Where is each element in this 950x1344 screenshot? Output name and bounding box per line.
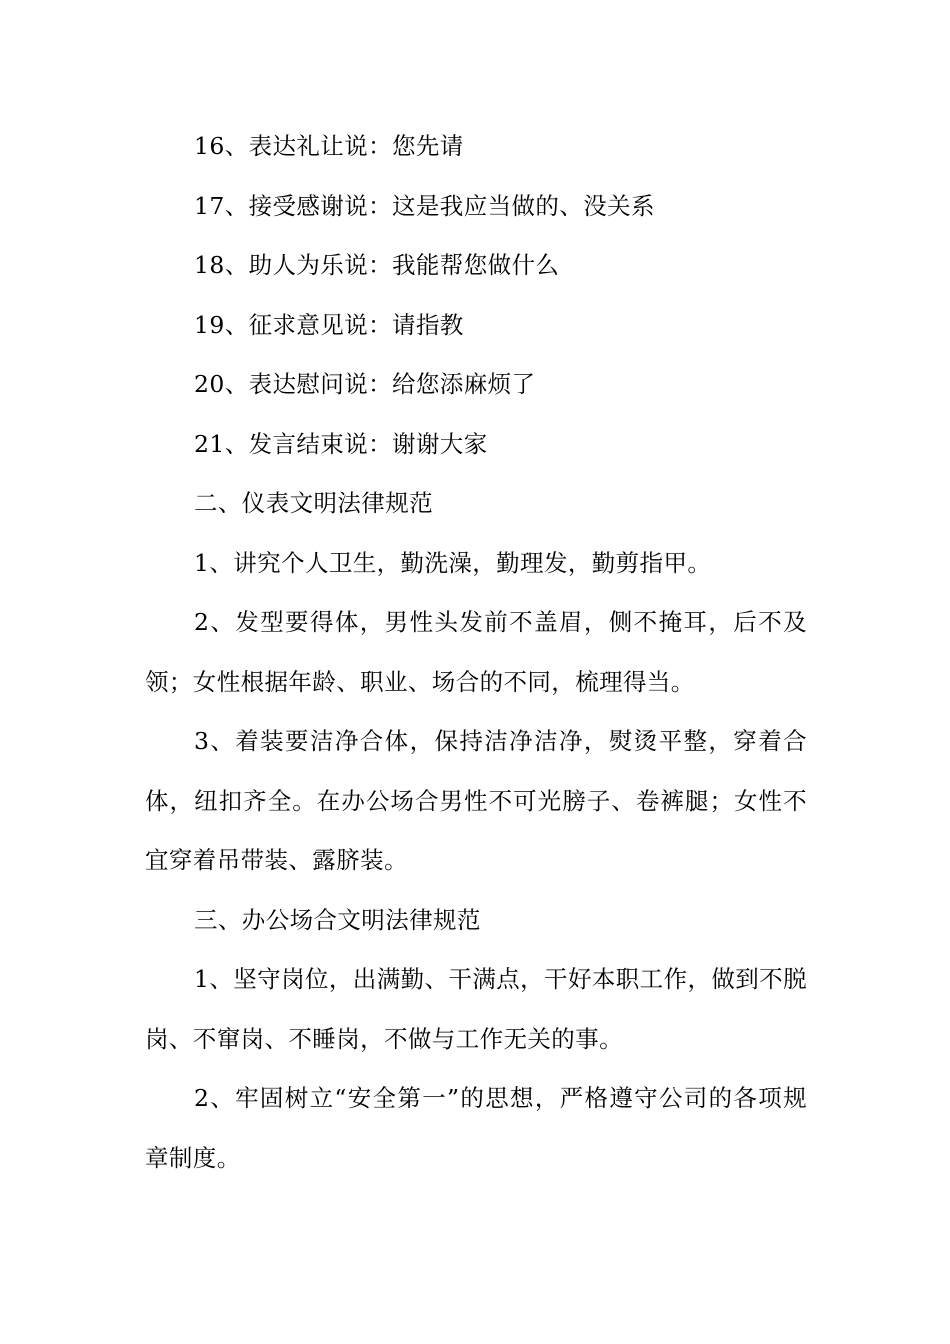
section-2-item-1: 1、讲究个人卫生，勤洗澡，勤理发，勤剪指甲。 bbox=[194, 548, 712, 577]
list-item-18: 18、助人为乐说：我能帮您做什么 bbox=[194, 251, 560, 279]
section-2-item-3: 3、着装要洁净合体，保持洁净洁净，熨烫平整，穿着合体，纽扣齐全。在办公场合男性不可光膀子、卷裤腿；女性不宜穿着吊带装、露脐装。 bbox=[145, 727, 807, 874]
list-item-16: 16、表达礼让说：您先请 bbox=[194, 132, 464, 160]
list-item-20: 20、表达慰问说：给您添麻烦了 bbox=[194, 370, 536, 398]
list-item-17: 17、接受感谢说：这是我应当做的、没关系 bbox=[194, 191, 655, 220]
section-heading-2: 二、仪表文明法律规范 bbox=[194, 489, 433, 517]
list-item-19: 19、征求意见说：请指教 bbox=[194, 310, 464, 339]
section-3-item-1: 1、坚守岗位，出满勤、干满点，干好本职工作，做到不脱岗、不窜岗、不睡岗，不做与工作无关的事。 bbox=[145, 965, 807, 1053]
section-2-item-2: 2、发型要得体，男性头发前不盖眉，侧不掩耳，后不及领；女性根据年龄、职业、场合的不同，梳理得当。 bbox=[145, 608, 807, 696]
document-body bbox=[145, 117, 807, 1188]
list-item-21: 21、发言结束说：谢谢大家 bbox=[194, 429, 488, 458]
section-3-item-2: 2、牢固树立“安全第一”的思想，严格遵守公司的各项规章制度。 bbox=[145, 1084, 807, 1172]
section-heading-3: 三、办公场合文明法律规范 bbox=[194, 905, 481, 934]
